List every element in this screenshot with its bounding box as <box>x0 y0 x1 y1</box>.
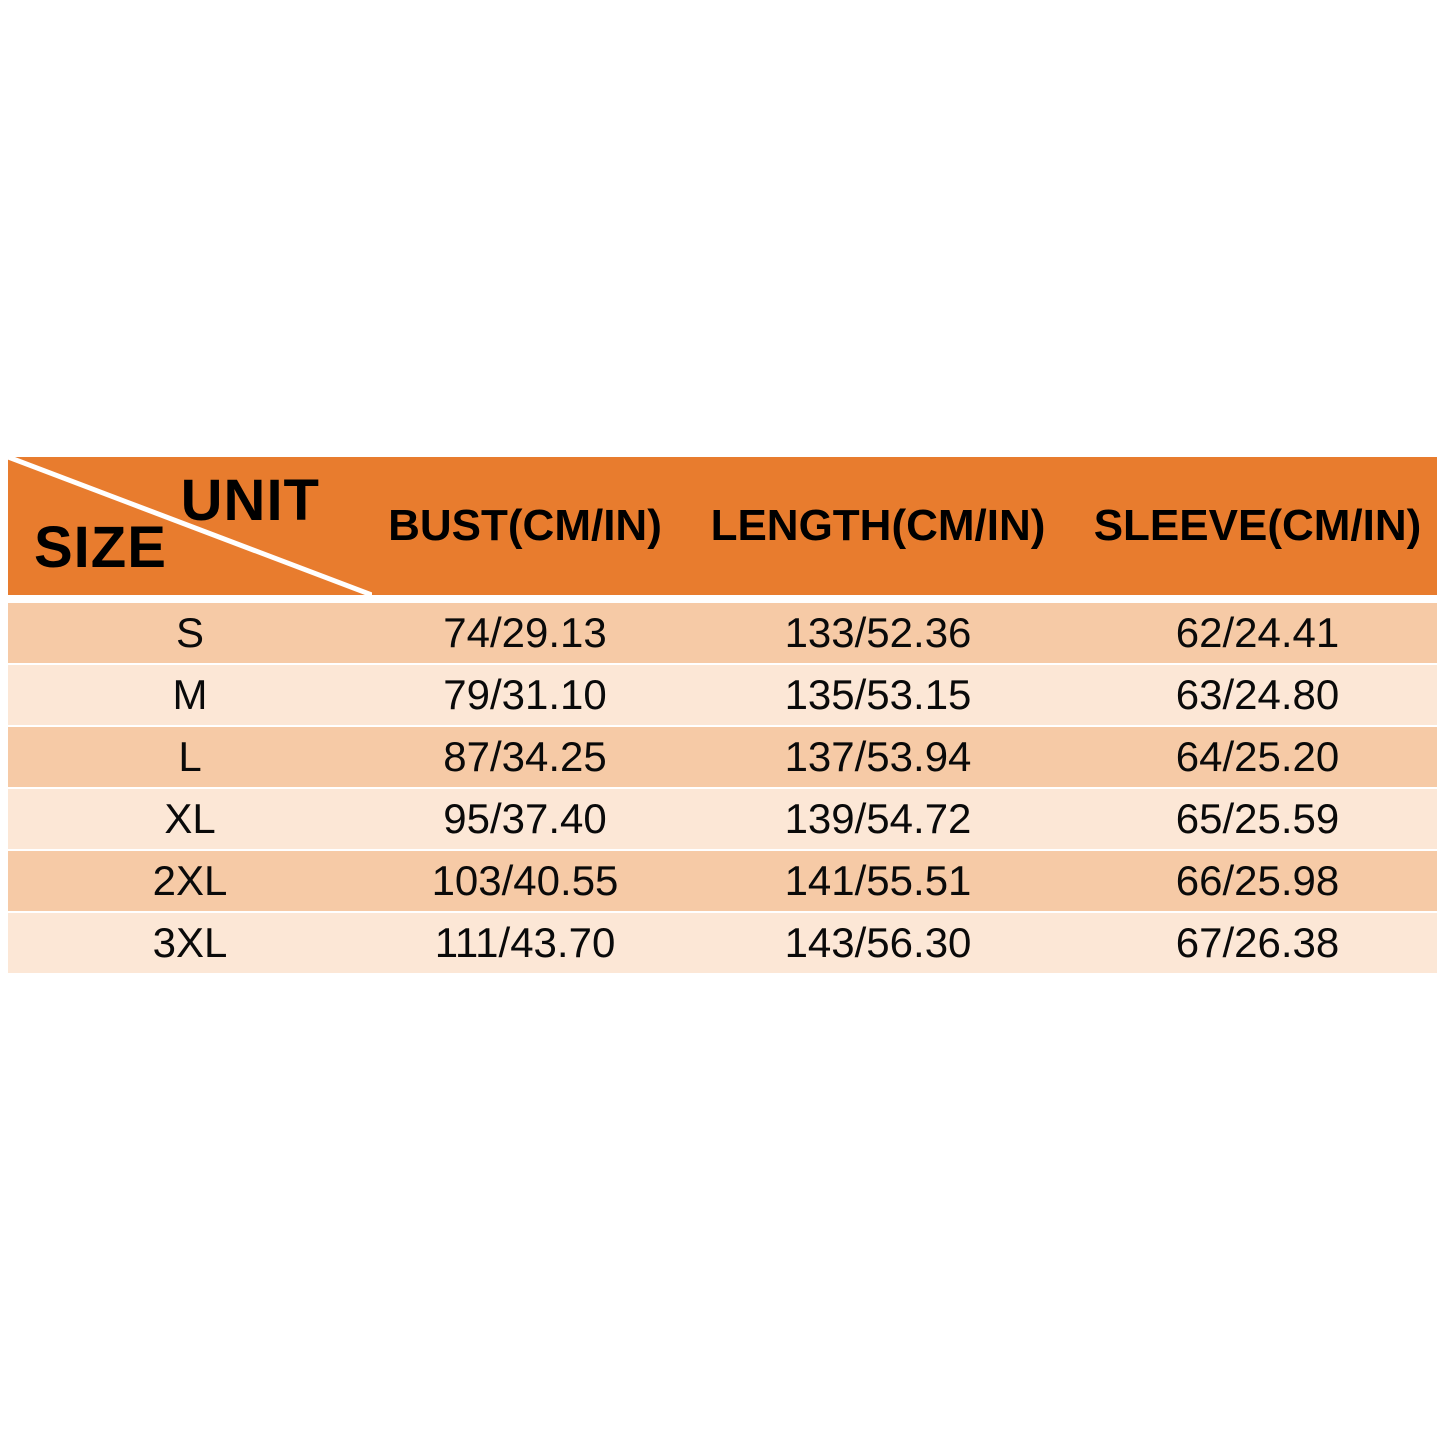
cell-sleeve: 65/25.59 <box>1175 795 1340 842</box>
cell-size: XL <box>164 795 216 842</box>
cell-sleeve: 67/26.38 <box>1175 919 1340 966</box>
cell-length: 143/56.30 <box>784 919 972 966</box>
cell-length: 139/54.72 <box>784 795 972 842</box>
corner-label-unit: UNIT <box>180 468 320 533</box>
cell-size: L <box>178 733 202 780</box>
table-header-row <box>8 457 1437 595</box>
corner-label-size: SIZE <box>34 515 167 580</box>
cell-bust: 74/29.13 <box>443 609 607 656</box>
cell-bust: 87/34.25 <box>443 733 607 780</box>
table-row-M <box>8 665 1437 725</box>
cell-sleeve: 66/25.98 <box>1175 857 1340 904</box>
cell-length: 137/53.94 <box>784 733 972 780</box>
cell-length: 141/55.51 <box>784 857 972 904</box>
cell-bust: 95/37.40 <box>443 795 607 842</box>
table-body <box>8 603 1437 973</box>
table-row-L <box>8 727 1437 787</box>
column-header-sleeve: SLEEVE(CM/IN) <box>1093 501 1422 550</box>
cell-size: 2XL <box>152 857 228 904</box>
cell-bust: 103/40.55 <box>431 857 619 904</box>
size-chart-table <box>8 457 1437 973</box>
cell-length: 135/53.15 <box>784 671 972 718</box>
cell-length: 133/52.36 <box>784 609 972 656</box>
cell-bust: 79/31.10 <box>443 671 607 718</box>
column-header-bust: BUST(CM/IN) <box>388 501 662 550</box>
cell-bust: 111/43.70 <box>434 919 616 966</box>
cell-sleeve: 63/24.80 <box>1175 671 1340 718</box>
table-row-2XL <box>8 851 1437 911</box>
table-row-S <box>8 603 1437 663</box>
table-row-XL <box>8 789 1437 849</box>
cell-sleeve: 62/24.41 <box>1175 609 1340 656</box>
corner-cell-unit-size <box>8 457 372 595</box>
column-header-length: LENGTH(CM/IN) <box>710 501 1046 550</box>
cell-sleeve: 64/25.20 <box>1175 733 1340 780</box>
cell-size: M <box>172 671 208 718</box>
table-row-3XL <box>8 913 1437 973</box>
cell-size: S <box>175 609 204 656</box>
cell-size: 3XL <box>152 919 228 966</box>
